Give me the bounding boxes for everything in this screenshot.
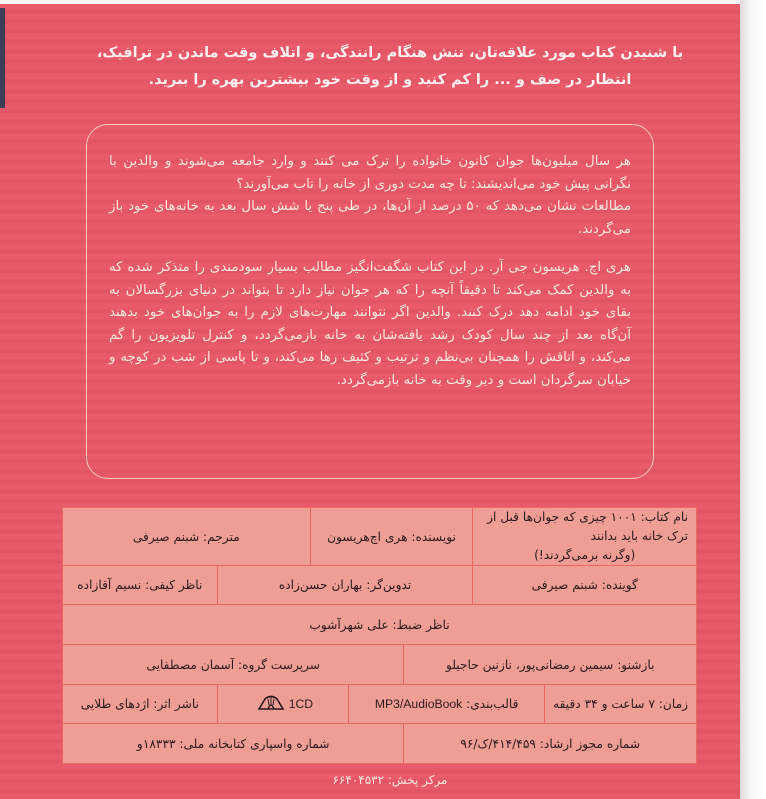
synopsis-paragraph-1: هر سال میلیون‌ها جوان کانون خانواده را ترک می کنند و وارد جامعه می‌شوند و والدین با نگرانی پیش خود می‌اندیشند: تا چه مدت دوری از خانه را تاب می‌آورند؟ <box>109 154 631 192</box>
distributor-phone: مرکز پخش: ۶۶۴۰۴۵۳۲ <box>332 773 448 787</box>
credits-row-review <box>63 645 697 685</box>
synopsis-box <box>86 124 654 479</box>
cd-count-cell <box>217 685 349 724</box>
group-head-cell: سرپرست گروه: آسمان مصطفایی <box>63 645 404 685</box>
editor-cell: تدوین‌گر: بهاران حسن‌زاده <box>217 566 473 605</box>
spine-edge <box>0 8 5 108</box>
format-label: قالب‌بندی: <box>466 697 519 711</box>
credits-row-title <box>63 508 697 566</box>
publisher-cell: ناشر اثر: اژدهای طلایی <box>63 685 218 724</box>
author-cell: نویسنده: هری اچ‌هریسون <box>310 508 473 566</box>
synopsis-paragraph-3: هری اچ. هریسون جی آر. در این کتاب شگفت‌انگیز مطالب بسیار سودمندی را متذکر شده که به والدین کمک می‌کند تا دقیقاً آنچه را که هر جوان نیاز دارد تا بتواند در دنیای بزرگسالان به بقای خود ادامه دهد درک کنند. والدین اگر نتوانند مهارت‌های لازم را به جوان‌های خود بدهند آن‌گاه بعد از چند سال کودک رشد یافته‌شان به خانه بازمی‌گردد، و کنترل تلویزیون را گم می‌کند، و اتاقش را همچنان بی‌نظم و ترتیب و کثیف رها می‌کند، و تا پاسی از شب در کوچه و خیابان سرگردان است و دیر وقت به خانه بازمی‌گردد. <box>109 260 631 388</box>
proof-listeners-cell: بازشنو: سیمین رمضانی‌پور، نازنین حاجیلو <box>404 645 697 685</box>
cd-count: 1CD <box>288 696 314 711</box>
synopsis-paragraph-2: مطالعات نشان می‌دهد که ۵۰ درصد از آن‌ها، در طی پنج یا شش سال بعد به خانه‌های خود باز می‌گردند. <box>109 199 631 237</box>
license-number-cell: شماره مجوز ارشاد: ۴۱۴/۴۵۹/ک/۹۶ <box>404 724 697 764</box>
duration-cell: زمان: ۷ ساعت و ۳۴ دقیقه <box>545 685 697 724</box>
recording-supervisor-cell: ناظر ضبط: علی شهرآشوب <box>63 605 697 645</box>
tagline-line-2: انتظار در صف و ... را کم کنید و از وقت خود بیشترین بهره را ببرید. <box>148 72 632 88</box>
tagline-line-1: با شنیدن کتاب مورد علاقه‌تان، تنش هنگام رانندگی، و اتلاف وقت ماندن در ترافیک، <box>96 45 684 61</box>
credits-table <box>62 507 697 764</box>
format-value: MP3/AudioBook <box>374 697 463 711</box>
book-subtitle: (وگرنه برمی‌گردند!) <box>534 548 636 562</box>
scan-margin <box>740 0 766 799</box>
credits-row-production <box>63 566 697 605</box>
book-title: نام کتاب: ۱۰۰۱ چیزی که جوان‌ها قبل از ترک خانه باید بدانند <box>487 510 688 543</box>
narrator-cell: گوینده: شبنم صیرفی <box>473 566 697 605</box>
credits-row-media <box>63 685 697 724</box>
national-library-number-cell: شماره واسپاری کتابخانه ملی: ۱۸۳۳۳و <box>63 724 404 764</box>
cd-disc-icon <box>257 695 285 714</box>
quality-supervisor-cell: ناظر کیفی: نسیم آقازاده <box>63 566 218 605</box>
translator-cell: مترجم: شبنم صیرفی <box>63 508 311 566</box>
credits-row-registration <box>63 724 697 764</box>
credits-row-recording <box>63 605 697 645</box>
tagline <box>90 40 690 94</box>
format-cell <box>349 685 545 724</box>
book-title-cell <box>473 508 697 566</box>
